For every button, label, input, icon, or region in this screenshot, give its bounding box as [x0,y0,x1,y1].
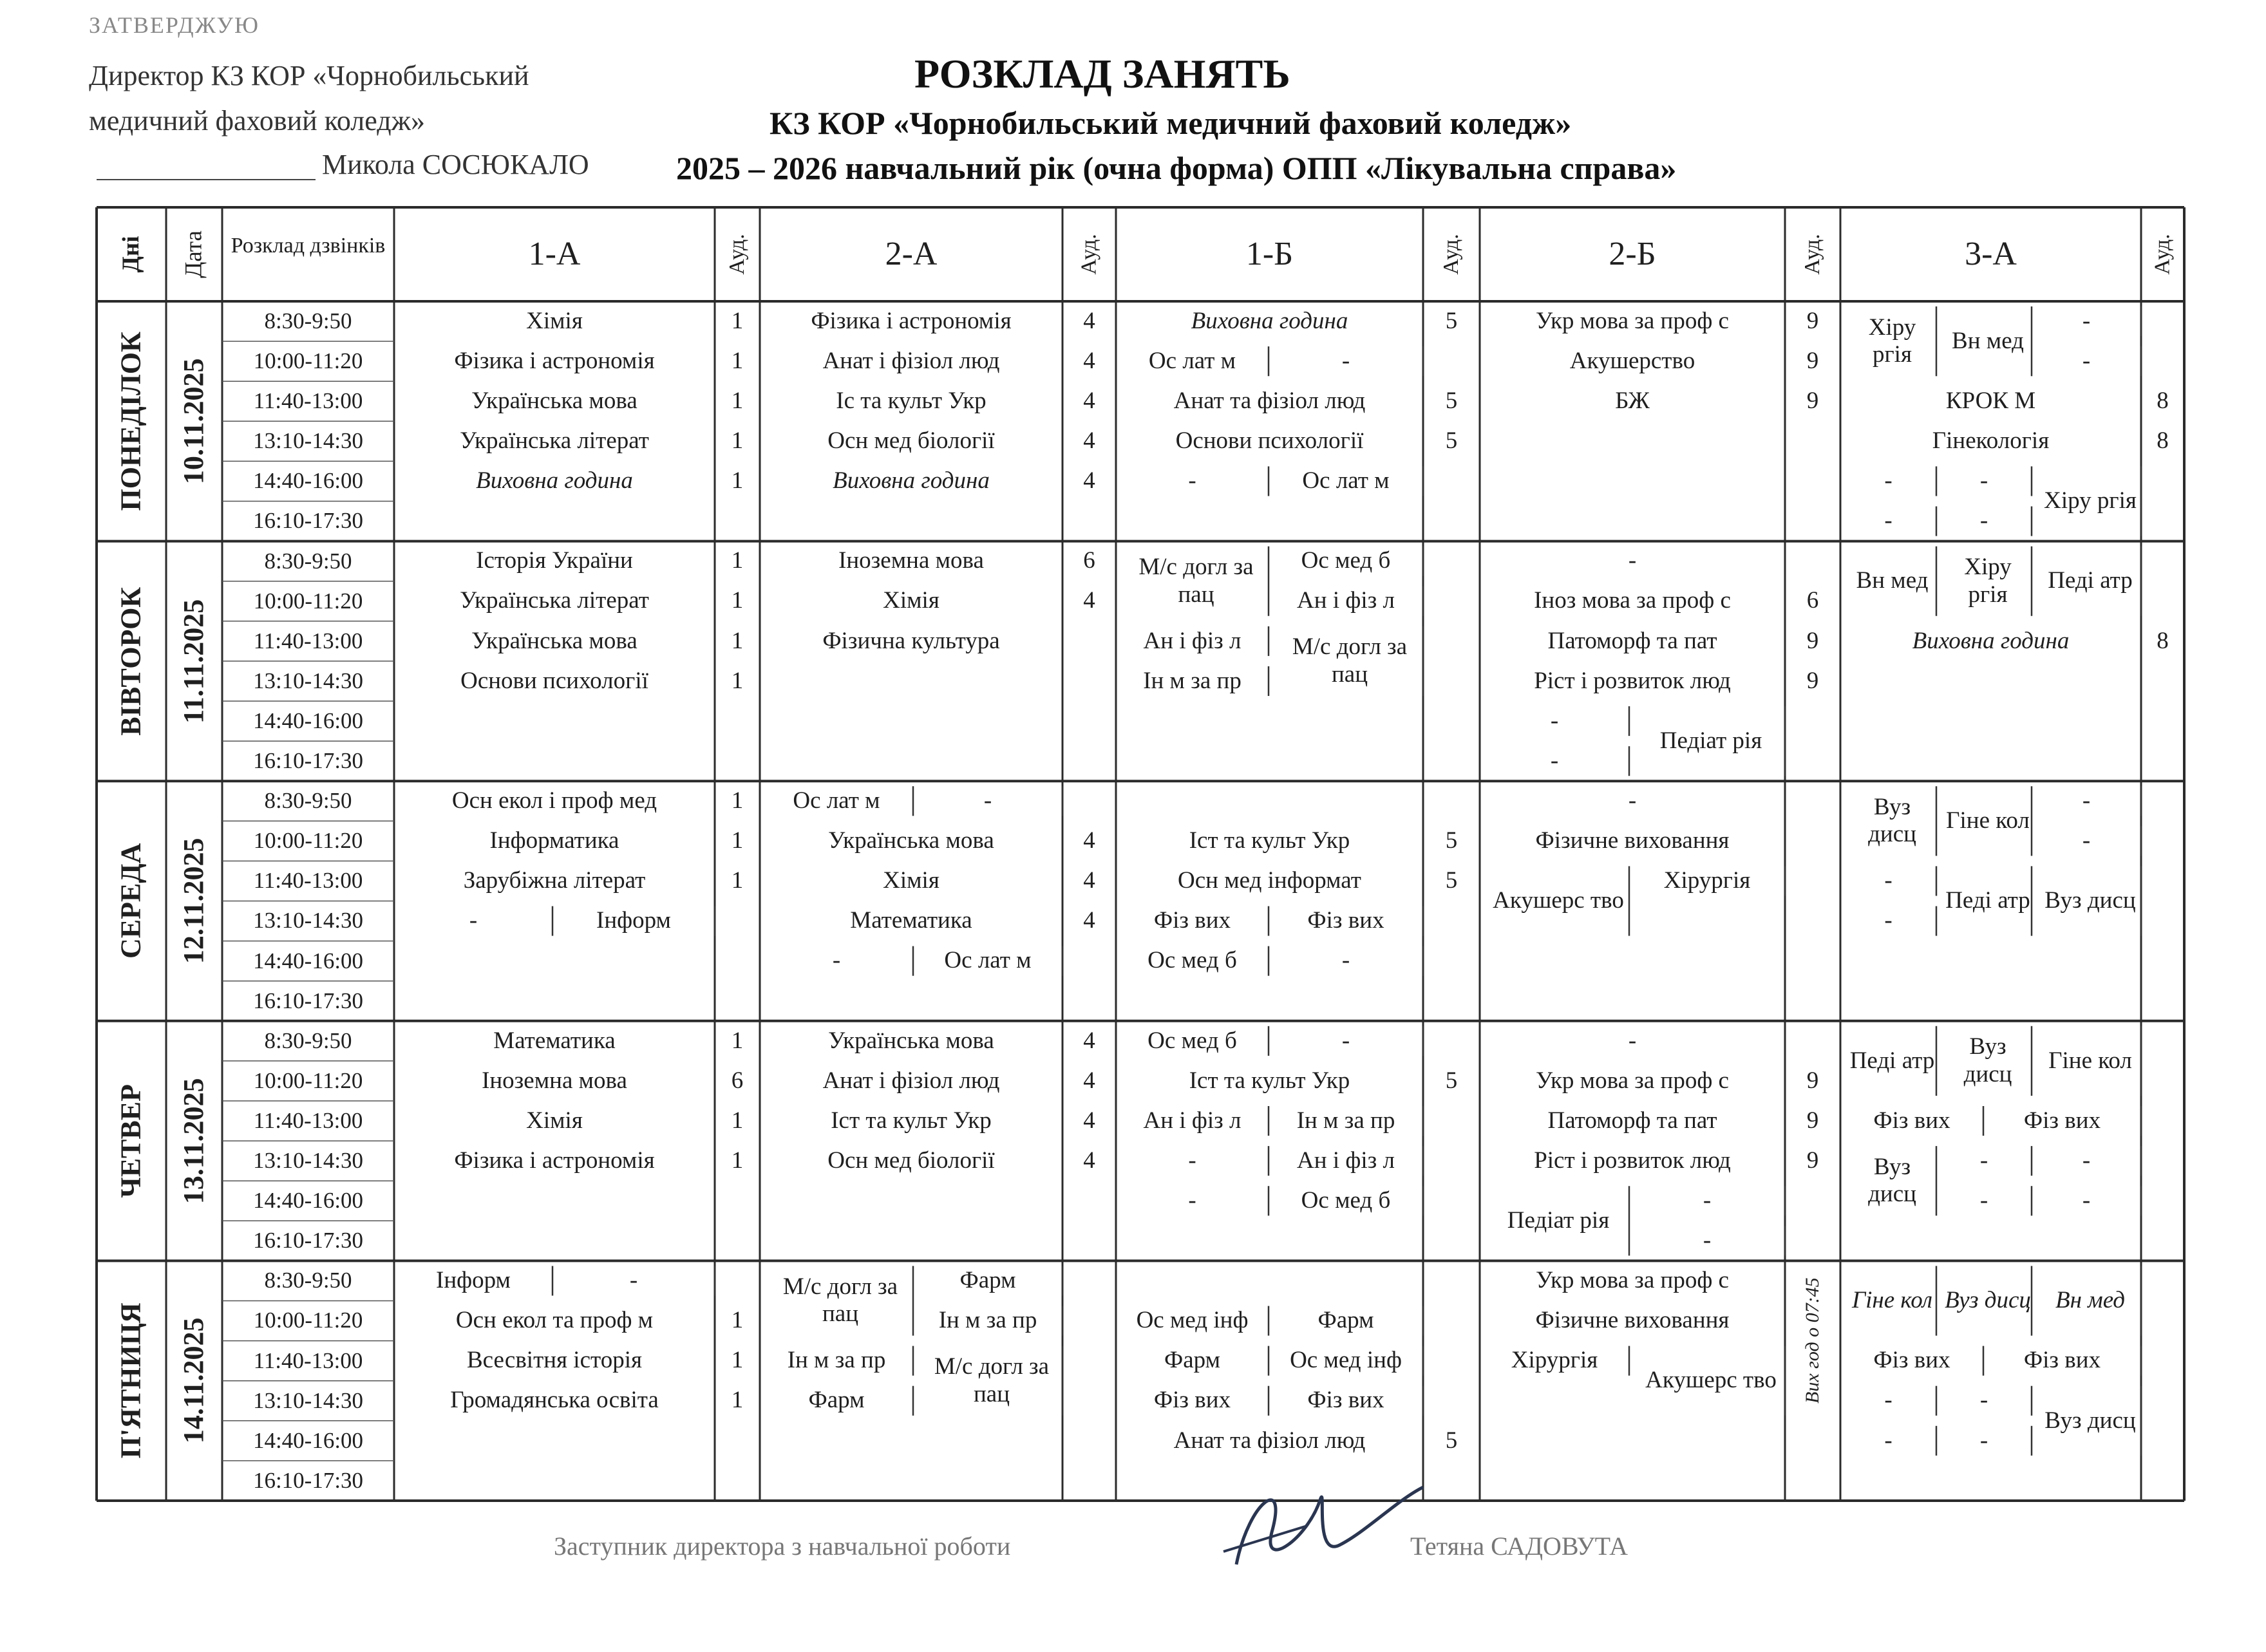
aud-value: 1 [731,547,744,574]
lesson-cell: Ос мед інф [1136,1307,1249,1334]
group-header: 3-А [1965,236,2017,273]
aud-value: 4 [1083,907,1095,934]
lesson-cell: Ін м за пр [1296,1107,1395,1134]
day-name: ЧЕТВЕР [115,1084,147,1198]
lesson-cell: - [1703,1187,1712,1214]
day-name: СЕРЕДА [115,843,147,959]
lesson-cell: - [1703,1227,1712,1254]
lesson-cell: Фарм [959,1267,1016,1294]
day-date: 13.11.2025 [178,1078,210,1204]
lesson-cell: Акушерс тво [1645,1367,1777,1394]
lesson-cell: - [629,1267,638,1294]
aud-value: 5 [1445,827,1458,854]
group-header: 1-А [528,236,581,273]
bell-time: 8:30-9:50 [264,1028,352,1053]
aud-value: 9 [1806,387,1819,414]
lesson-cell: Ос мед інф [1290,1347,1402,1374]
lesson-cell: Іноземна мова [482,1067,627,1094]
lesson-cell: БЖ [1615,387,1650,414]
aud-value: 1 [731,867,744,894]
bell-time: 10:00-11:20 [253,828,363,854]
aud-value: 1 [731,307,744,334]
lesson-cell: Основи психології [1175,427,1364,455]
lesson-cell: КРОК М [1945,387,2036,414]
bell-time: 11:40-13:00 [253,628,363,653]
lesson-cell: Осн екол і проф мед [451,787,657,814]
lesson-cell: Фіз вих [1153,907,1231,934]
lesson-cell: Іноземна мова [838,547,984,574]
aud-value: 1 [731,1107,744,1134]
lesson-cell: Ін м за пр [1143,667,1242,694]
aud-value: 4 [1083,347,1095,374]
aud-value: 1 [731,387,744,414]
bell-time: 16:10-17:30 [252,748,364,774]
lesson-cell: Педі атр [1849,1047,1935,1074]
bell-time: 14:40-16:00 [252,708,364,733]
bell-time: 10:00-11:20 [253,1067,363,1093]
lesson-cell: Хіру ргія [1964,554,2012,608]
lesson-cell: - [1884,867,1893,894]
lesson-cell: Іст та культ Укр [1189,827,1350,854]
aud-value: 8 [2157,387,2169,414]
aud-value: 9 [1806,667,1819,694]
aud-value: 1 [731,1027,744,1054]
aud-value: 8 [2157,627,2169,654]
bell-time: 14:40-16:00 [252,1427,364,1453]
lesson-cell: Гінекологія [1932,427,2050,455]
aud-value: 9 [1806,347,1819,374]
day-name: ПОНЕДІЛОК [115,332,147,511]
lesson-cell: Укр мова за проф с [1536,1067,1729,1094]
day-date: 10.11.2025 [178,358,210,485]
day-name: П'ЯТНИЦЯ [115,1302,147,1459]
day-date: 11.11.2025 [178,599,210,724]
lesson-cell: Фіз вих [1153,1387,1231,1414]
lesson-cell: Виховна година [1912,627,2070,654]
lesson-cell: Ан і фіз л [1143,627,1242,654]
director-line-1: Директор КЗ КОР «Чорнобильський [89,60,529,91]
lesson-cell: Педі атр [1945,887,2030,914]
aud-value: 1 [731,627,744,654]
aud-value: 6 [1083,547,1095,574]
lesson-cell: Ан і фіз л [1297,587,1395,614]
lesson-cell: - [832,947,841,974]
bell-time: 11:40-13:00 [253,388,363,414]
lesson-cell: - [1628,787,1637,814]
lesson-cell: М/с догл за пац [782,1273,898,1328]
lesson-cell: Інформ [436,1267,511,1294]
lesson-cell: Осн мед інформат [1178,867,1361,894]
lesson-cell: Українська мова [828,1027,994,1054]
aud-header: Ауд. [2150,234,2175,275]
lesson-cell: Зарубіжна літерат [463,867,646,894]
bell-time: 11:40-13:00 [253,1347,363,1373]
aud-value: 4 [1083,467,1095,494]
lesson-cell: - [1550,707,1559,734]
lesson-cell: - [2082,1187,2091,1214]
bell-time: 16:10-17:30 [252,1467,364,1493]
aud-header: Ауд. [1439,234,1464,275]
lesson-cell: - [1979,1427,1988,1454]
aud-header: Ауд. [1800,234,1825,275]
bell-time: 16:10-17:30 [252,508,364,534]
lesson-cell: Хіру ргія [2044,487,2137,514]
deputy-signature [1211,1461,1430,1584]
lesson-cell: Ос лат м [1148,347,1236,374]
col-header-schedule: Розклад дзвінків [231,234,386,258]
lesson-cell: М/с догл за пац [1138,554,1254,608]
lesson-cell: Вн мед [2055,1287,2126,1314]
college-subtitle: КЗ КОР «Чорнобильський медичний фаховий коледж» [769,105,1572,141]
day-name: ВІВТОРОК [115,587,147,736]
aud-value: 4 [1083,427,1095,455]
bell-time: 13:10-14:30 [252,1387,364,1413]
aud-value: 4 [1083,1107,1095,1134]
lesson-cell: Вуз дисц [1963,1033,2012,1087]
lesson-cell: Анат та фізіол люд [1173,387,1366,414]
lesson-cell: - [1979,1387,1988,1414]
aud-value: 1 [731,467,744,494]
aud-value: 4 [1083,827,1095,854]
lesson-cell: Укр мова за проф с [1536,1267,1729,1294]
lesson-cell: Виховна година [476,467,633,494]
lesson-cell: Фізика і астрономія [454,347,655,374]
lesson-cell: Вн мед [1856,567,1929,594]
lesson-cell: Інформ [596,907,671,934]
aud-value: 5 [1445,867,1458,894]
aud-value: 4 [1083,307,1095,334]
lesson-cell: Гіне кол [2048,1047,2132,1074]
lesson-cell: Хімія [526,1107,583,1134]
lesson-cell: - [2082,307,2091,334]
lesson-cell: Педіат рія [1507,1207,1610,1234]
aud-value: 9 [1806,1107,1819,1134]
lesson-cell: Педіат рія [1659,727,1762,754]
group-header: 2-Б [1609,236,1656,273]
lesson-cell: Вуз дисц [1868,1153,1916,1208]
lesson-cell: Фарм [1164,1347,1220,1374]
year-subtitle: 2025 – 2026 навчальний рік (очна форма) ОПП «Лікувальна справа» [676,150,1677,186]
page-title: РОЗКЛАД ЗАНЯТЬ [914,51,1290,97]
col-header-date: Дата [180,230,207,278]
lesson-cell: Фіз вих [1307,907,1384,934]
lesson-cell: Ос лат м [944,947,1032,974]
lesson-cell: - [1979,1187,1988,1214]
lesson-cell: Іст та культ Укр [1189,1067,1350,1094]
lesson-cell: - [2082,827,2091,854]
lesson-cell: Фізика і астрономія [454,1147,655,1174]
aud-value: 5 [1445,307,1458,334]
lesson-cell: Ос мед б [1301,547,1391,574]
lesson-cell: Осн мед біології [827,427,995,455]
aud-value: 6 [731,1067,744,1094]
aud-value: 4 [1083,867,1095,894]
aud-value: 4 [1083,1067,1095,1094]
lesson-cell: - [1188,1147,1196,1174]
lesson-cell: Вн мед [1952,327,2024,354]
lesson-cell: - [1884,1427,1893,1454]
aud-value: 4 [1083,587,1095,614]
aud-value: 1 [731,1307,744,1334]
day-date: 12.11.2025 [178,838,210,964]
aud-value: 9 [1806,1067,1819,1094]
bell-time: 14:40-16:00 [252,468,364,494]
director-name: Микола СОСЮКАЛО [322,149,589,180]
lesson-cell: Ос мед б [1301,1187,1391,1214]
bell-time: 13:10-14:30 [252,1148,364,1174]
lesson-cell: - [1341,347,1350,374]
lesson-cell: Фізичне виховання [1535,827,1730,854]
aud-value: 8 [2157,427,2169,455]
lesson-cell: Основи психології [460,667,648,694]
lesson-cell: Ін м за пр [938,1307,1037,1334]
lesson-cell: Ос мед б [1147,947,1237,974]
lesson-cell: Ріст і розвиток люд [1534,667,1731,694]
lesson-cell: Українська мова [471,627,637,654]
lesson-cell: Ос лат м [1302,467,1390,494]
lesson-cell: - [1550,747,1559,774]
aud-value: 1 [731,1147,744,1174]
lesson-cell: Всесвітня історія [467,1347,642,1374]
lesson-cell: - [983,787,992,814]
lesson-cell: Математика [850,907,972,934]
lesson-cell: Фарм [808,1387,865,1414]
aud-value: 4 [1083,387,1095,414]
aud-value: 1 [731,667,744,694]
lesson-cell: Вуз дисц [1868,793,1916,848]
lesson-cell: Українська літерат [460,587,649,614]
lesson-cell: - [2082,347,2091,374]
aud-value: 4 [1083,1027,1095,1054]
aud-header: Ауд. [725,234,750,275]
lesson-cell: Вуз дисц [2044,1407,2136,1434]
group-header: 2-А [885,236,938,273]
aud-header: Ауд. [1077,234,1101,275]
approve-label: ЗАТВЕРДЖУЮ [89,12,260,38]
lesson-cell: Історія України [476,547,633,574]
group-header: 1-Б [1245,236,1294,273]
bell-time: 10:00-11:20 [253,348,363,374]
lesson-cell: Іноз мова за проф с [1534,587,1731,614]
aud-value: 1 [731,587,744,614]
lesson-cell: Фіз вих [1873,1347,1950,1374]
bell-time: 14:40-16:00 [252,1188,364,1214]
lesson-cell: Анат і фізіол люд [822,1067,1000,1094]
day-date: 14.11.2025 [178,1317,210,1444]
director-line-2: медичний фаховий коледж» [89,105,425,136]
lesson-cell: М/с догл за пац [1292,634,1408,688]
lesson-cell: - [1188,467,1196,494]
lesson-cell: - [1341,947,1350,974]
lesson-cell: - [1884,467,1893,494]
lesson-cell: Вуз дисц [2044,887,2136,914]
lesson-cell: - [469,907,478,934]
lesson-cell: Математика [493,1027,616,1054]
bell-time: 11:40-13:00 [253,868,363,894]
lesson-cell: - [1628,547,1637,574]
bell-time: 13:10-14:30 [252,908,364,934]
aud-value: 1 [731,427,744,455]
lesson-cell: Анат та фізіол люд [1173,1427,1366,1454]
lesson-cell: Ан і фіз л [1297,1147,1395,1174]
footer-position: Заступник директора з навчальної роботи [554,1532,1011,1561]
lesson-cell: Акушерство [1569,347,1695,374]
lesson-cell: Фіз вих [2023,1347,2101,1374]
lesson-cell: Ін м за пр [787,1347,886,1374]
lesson-cell: Хімія [526,307,583,334]
lesson-cell: Гіне кол [1946,807,2030,834]
lesson-cell: Громадянська освіта [450,1387,659,1414]
lesson-cell: - [1884,907,1893,934]
aud-value: 5 [1445,427,1458,455]
lesson-cell: Хірургія [1663,867,1751,894]
lesson-cell: - [1979,1147,1988,1174]
lesson-cell: Українська мова [828,827,994,854]
lesson-cell: Фіз вих [2023,1107,2101,1134]
lesson-cell: Фіз вих [1873,1107,1950,1134]
bell-time: 11:40-13:00 [253,1107,363,1133]
bell-time: 10:00-11:20 [253,588,363,614]
lesson-cell: Хімія [883,587,939,614]
lesson-cell: Фіз вих [1307,1387,1384,1414]
lesson-cell: Виховна година [833,467,990,494]
aud-value: 6 [1806,587,1819,614]
aud-value: 1 [731,1387,744,1414]
bell-time: 8:30-9:50 [264,548,352,574]
lesson-cell: Осн мед біології [827,1147,995,1174]
aud-value: 1 [731,347,744,374]
lesson-cell: Вуз дисц [1945,1287,2031,1314]
lesson-cell: Ан і фіз л [1143,1107,1242,1134]
lesson-cell: Фізика і астрономія [811,307,1012,334]
lesson-cell: Гіне кол [1852,1287,1932,1314]
lesson-cell: Українська мова [471,387,637,414]
lesson-cell: - [1628,1027,1637,1054]
lesson-cell: Хімія [883,867,939,894]
lesson-cell: Виховна година [1191,307,1348,334]
aud-value: 5 [1445,387,1458,414]
lesson-cell: - [1979,507,1988,534]
bell-time: 16:10-17:30 [252,988,364,1013]
lesson-cell: Укр мова за проф с [1536,307,1729,334]
lesson-cell: Ос мед б [1147,1027,1237,1054]
lesson-cell: - [1341,1027,1350,1054]
lesson-cell: Іс та культ Укр [836,387,987,414]
lesson-cell: Хірургія [1511,1347,1598,1374]
friday-note: Вих год о 07:45 [1801,1277,1823,1404]
aud-value: 1 [731,1347,744,1374]
lesson-cell: - [1884,507,1893,534]
lesson-cell: Фізична культура [822,627,1000,654]
lesson-cell: Українська літерат [460,427,649,455]
bell-time: 10:00-11:20 [253,1308,363,1333]
lesson-cell: Осн екол та проф м [455,1307,654,1334]
aud-value: 9 [1806,1147,1819,1174]
aud-value: 9 [1806,627,1819,654]
lesson-cell: Ос лат м [793,787,880,814]
aud-value: 1 [731,827,744,854]
lesson-cell: - [1188,1187,1196,1214]
lesson-cell: Анат і фізіол люд [822,347,1000,374]
lesson-cell: Патоморф та пат [1547,1107,1717,1134]
lesson-cell: Педі атр [2048,567,2133,594]
lesson-cell: Фарм [1317,1307,1374,1334]
lesson-cell: Інформатика [489,827,619,854]
lesson-cell: Ріст і розвиток люд [1534,1147,1731,1174]
col-header-days: Дні [117,236,144,273]
aud-value: 5 [1445,1427,1458,1454]
bell-time: 16:10-17:30 [252,1228,364,1253]
lesson-cell: - [2082,1147,2091,1174]
aud-value: 9 [1806,307,1819,334]
lesson-cell: Хіру ргія [1868,314,1916,368]
bell-time: 13:10-14:30 [252,428,364,454]
lesson-cell: Патоморф та пат [1547,627,1717,654]
lesson-cell: - [1884,1387,1893,1414]
lesson-cell: - [1979,467,1988,494]
bell-time: 8:30-9:50 [264,788,352,814]
lesson-cell: М/с догл за пац [934,1353,1050,1407]
lesson-cell: Іст та культ Укр [831,1107,992,1134]
bell-time: 13:10-14:30 [252,668,364,693]
lesson-cell: - [2082,787,2091,814]
aud-value: 4 [1083,1147,1095,1174]
aud-value: 5 [1445,1067,1458,1094]
bell-time: 8:30-9:50 [264,308,352,333]
bell-time: 8:30-9:50 [264,1268,352,1293]
lesson-cell: Акушерс тво [1493,887,1624,914]
footer-name: Тетяна САДОВУТА [1410,1532,1629,1561]
aud-value: 1 [731,787,744,814]
lesson-cell: Фізичне виховання [1535,1307,1730,1334]
bell-time: 14:40-16:00 [252,948,364,973]
